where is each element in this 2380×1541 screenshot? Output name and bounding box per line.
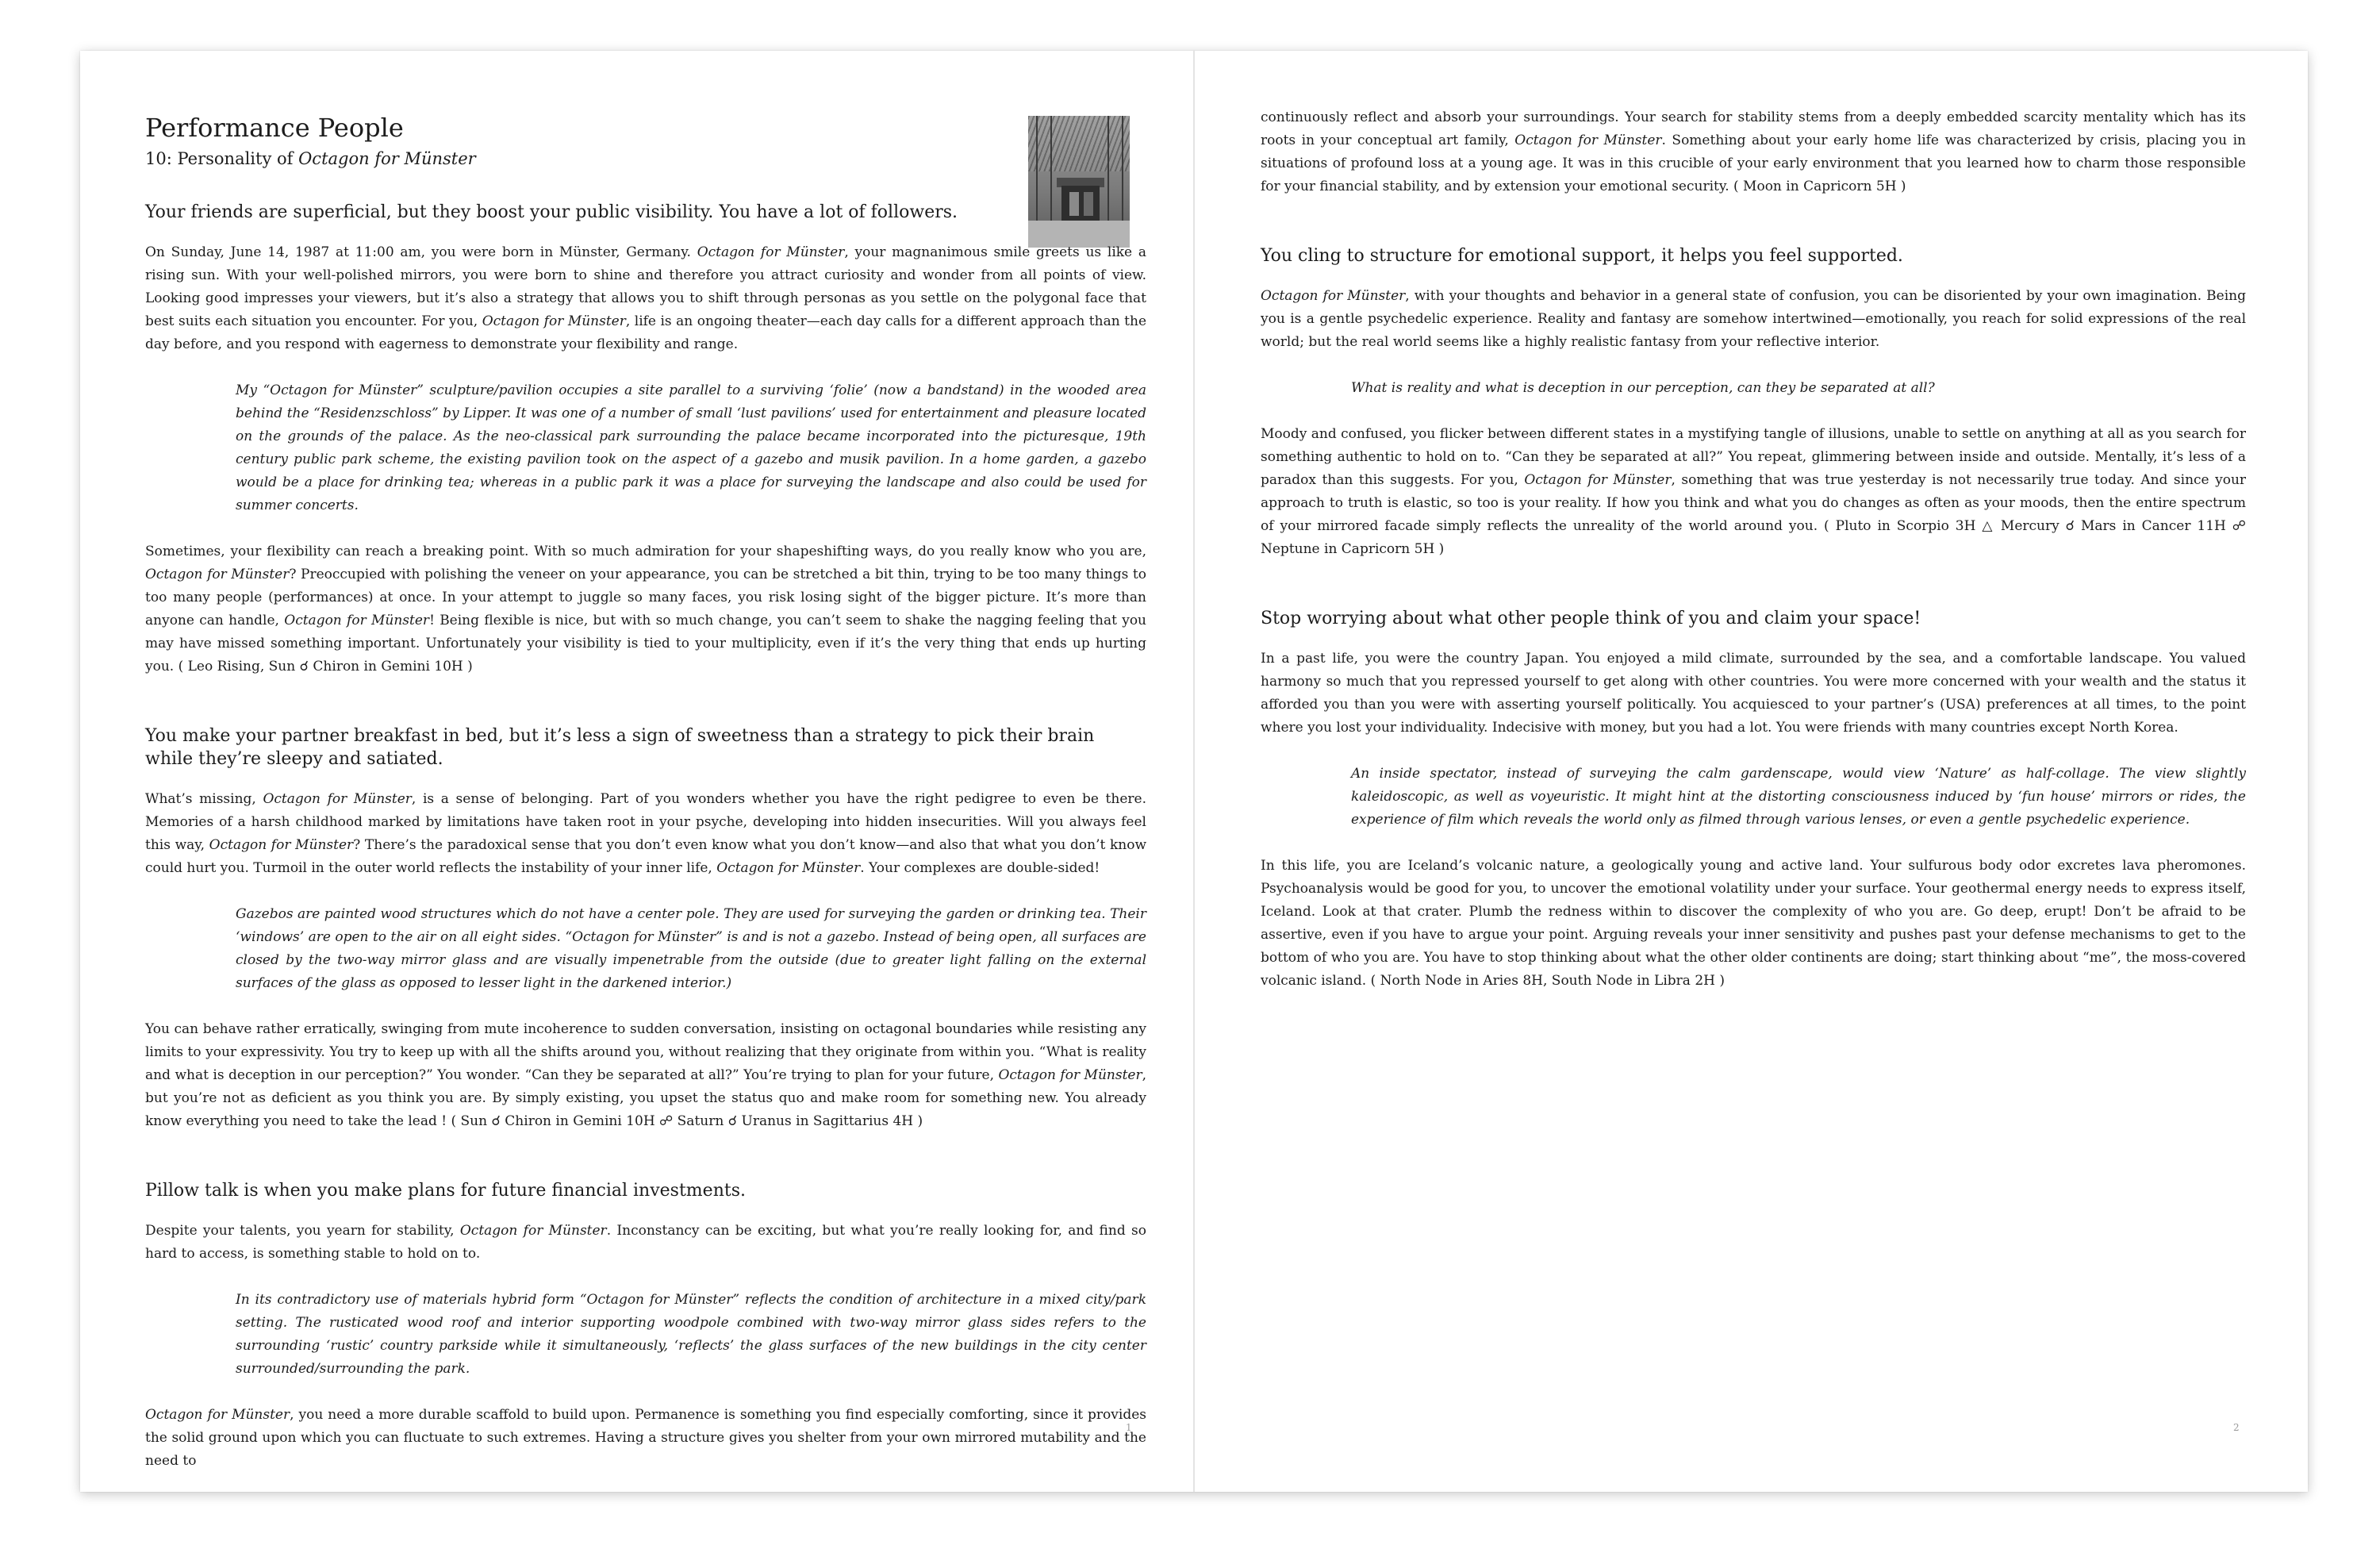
text-run: Sometimes, your flexibility can reach a breaking point. With so much admiration for your shapeshifting ways, do you really know who you are, <box>145 544 1146 559</box>
block-quote: Gazebos are painted wood structures which do not have a center pole. They are used for surveying the garden or drinking tea. Their ‘windows’ are open to the air on all eight sides. “Octagon for Münster” is and is not a gazebo. Instead of being open, all surfaces are closed by the two-way mirror glass and are visually impenetrable from the outside (due to greater light falling on the external surfaces of the glass as opposed to lesser light in the darkened interior.) <box>236 906 1146 991</box>
subject-name: Octagon for Münster <box>284 613 430 628</box>
block-quote: My “Octagon for Münster” sculpture/pavilion occupies a site parallel to a surviving ‘folie’ (now a bandstand) in the wooded area behind the “Residenzschloss” by Lipper. It was one of a number of small ‘lust pavilions’ used for entertainment and pleasure located on the grounds of the palace. As the neo-classical park surrounding the palace became incorporated into the picturesque, 19th century public park scheme, the existing pavilion took on the aspect of a gazebo and musik pavilion. In a home garden, a gazebo would be a place for drinking tea; whereas in a public park it was a place for surveying the landscape and also could be used for summer concerts. <box>236 382 1146 513</box>
text-run: , but you’re not as deficient as you think you are. By simply existing, you upset the status quo and make room for something new. You already know everything you need to take the lead ! ( Sun ☌ Chiron in Gemini 10H ☍ Saturn ☌ Uranus in Sagittarius 4H ) <box>145 1067 1147 1129</box>
body-paragraph <box>145 1404 1146 1473</box>
text-run: , your magnanimous smile greets us like a rising sun. With your well-polished mirrors, you were born to shine and therefore you attract curiosity and wonder from all points of view. Looking good impresses your viewers, but it’s also a strategy that allows you to shift through personas as you settle on the polygonal face that best suits each situation you encounter. For you, <box>145 244 1146 329</box>
block-quote: What is reality and what is deception in our perception, can they be separated at all? <box>1351 380 1935 396</box>
text-run: You can behave rather erratically, swinging from mute incoherence to sudden conversation, insisting on octagonal boundaries while resisting any limits to your expressivity. You try to keep up with all the shifts around you, without realizing that they originate from within you. “What is reality and what is deception in our perception?” You wonder. “Can they be separated at all?” You’re trying to plan for your future, <box>145 1021 1146 1083</box>
block-quote: In its contradictory use of materials hybrid form “Octagon for Münster” reflects the condition of architecture in a mixed city/park setting. The rusticated wood roof and interior supporting woodpole combined with two-way mirror glass sides refers to the surrounding ‘rustic’ country parkside while it simultaneously, ‘reflects’ the glass surfaces of the new buildings in the city center surrounded/surrounding the park. <box>236 1292 1146 1377</box>
page-number: 2 <box>2233 1422 2240 1433</box>
subject-name: Octagon for Münster <box>263 791 412 807</box>
body-paragraph: In this life, you are Iceland’s volcanic nature, a geologically young and active land. Your sulfurous body odor excretes lava pheromones. Psychoanalysis would be good for you, to uncover the emotional volatility under your surface. Your geothermal energy needs to express itself, Iceland. Look at that crater. Plumb the redness within to discover the complexity of who you are. Go deep, erupt! Don’t be afraid to be assertive, even if you have to argue your point. Arguing reveals your inner sensitivity and pushes past your defense mechanisms to get to the bottom of who you are. You have to stop thinking about what the other older continents are doing; start thinking about “me”, the moss-covered volcanic island. ( North Node in Aries 8H, South Node in Libra 2H ) <box>1261 858 2246 989</box>
body-paragraph <box>1261 285 2246 354</box>
page-2-column <box>1261 106 2246 993</box>
subject-name: Octagon for Münster <box>145 567 290 582</box>
text-run: , with your thoughts and behavior in a general state of confusion, you can be disoriented by your own imagination. Being you is a gentle psychedelic experience. Reality and fantasy are somehow intertwined—emotionally, you reach for solid expressions of the real world; but the real world seems like a highly realistic fantasy from your reflective interior. <box>1261 288 2246 350</box>
page-number: 1 <box>1126 1422 1132 1433</box>
page-subtitle <box>145 148 1146 170</box>
subject-name: Octagon for Münster <box>482 313 626 329</box>
text-run: continuously reflect and absorb your surroundings. Your search for stability stems from a deeply embedded scarcity mentality which has its roots in your conceptual art family, <box>1261 110 2246 148</box>
page-title: Performance People <box>145 113 404 143</box>
text-run: What’s missing, <box>145 791 263 807</box>
subject-name: Octagon for Münster <box>1524 472 1672 488</box>
section-heading: Pillow talk is when you make plans for future financial investments. <box>145 1181 746 1201</box>
document-spread <box>80 51 2308 1492</box>
subject-name: Octagon for Münster <box>298 149 476 168</box>
subject-name: Octagon for Münster <box>1261 288 1406 304</box>
body-paragraph <box>145 1018 1146 1133</box>
text-run: , you need a more durable scaffold to build upon. Permanence is something you find especially comforting, since it provides the solid ground upon which you can fluctuate to such extremes. Having a structure gives you shelter from your own mirrored mutability and the need to <box>145 1407 1146 1469</box>
page-1 <box>80 51 1194 1492</box>
section-heading: Stop worrying about what other people think of you and claim your space! <box>1261 609 1921 628</box>
section-heading: You make your partner breakfast in bed, but it’s less a sign of sweetness than a strategy to pick their brain while they’re sleepy and satiated. <box>145 726 1095 769</box>
subject-name: Octagon for Münster <box>998 1067 1142 1083</box>
body-paragraph <box>1261 106 2246 198</box>
text-run: ? There’s the paradoxical sense that you don’t even know what you don’t know—and also that what you don’t know could hurt you. Turmoil in the outer world reflects the instability of your inner life, <box>145 837 1147 876</box>
text-run: , something that was true yesterday is not necessarily true today. And since your approach to truth is elastic, so too is your reality. If how you think and what you do changes as often as your moods, then the entire spectrum of your mirrored facade simply reflects the unreality of the world around you. ( Pluto in Scorpio 3H △ Mercury ☌ Mars in Cancer 11H ☍ Neptune in Capricorn 5H ) <box>1261 472 2247 557</box>
text-run: Despite your talents, you yearn for stability, <box>145 1223 460 1239</box>
body-paragraph <box>145 1220 1146 1266</box>
subject-name: Octagon for Münster <box>716 860 861 876</box>
text-run: Moody and confused, you flicker between different states in a mystifying tangle of illusions, unable to settle on anything at all as you search for something authentic to hold on to. “Can they be separated at all?” You repeat, glimmering between inside and outside. Mentally, it’s less of a paradox than this suggests. For you, <box>1261 426 2246 488</box>
subject-name: Octagon for Münster <box>697 244 845 260</box>
body-paragraph <box>145 788 1146 880</box>
block-quote: An inside spectator, instead of surveying the calm gardenscape, would view ‘Nature’ as half-collage. The view slightly kaleidoscopic, as well as voyeuristic. It might hint at the distorting consciousness induced by ‘fun house’ mirrors or rides, the experience of film which reveals the world only as filmed through various lenses, or even a gentle psychedelic experience. <box>1351 766 2246 828</box>
text-run: . Inconstancy can be exciting, but what you’re really looking for, and find so hard to access, is something stable to hold on to. <box>145 1223 1146 1262</box>
body-paragraph <box>1261 423 2246 561</box>
body-paragraph <box>145 540 1146 678</box>
page-2 <box>1194 51 2308 1492</box>
subject-name: Octagon for Münster <box>1514 133 1662 148</box>
page-1-column <box>145 111 1146 1473</box>
section-heading: Your friends are superficial, but they boost your public visibility. You have a lot of followers. <box>145 202 958 222</box>
subject-name: Octagon for Münster <box>459 1223 607 1239</box>
subject-name: Octagon for Münster <box>209 837 354 853</box>
text-run: ! Being flexible is nice, but with so much change, you can’t seem to shake the nagging feeling that you may have missed something important. Unfortunately your visibility is tied to your multiplicity, even if it’s the very thing that ends up hurting you. ( Leo Rising, Sun ☌ Chiron in Gemini 10H ) <box>145 613 1147 674</box>
text-run: , life is an ongoing theater—each day calls for a different approach than the day before, and you respond with eagerness to demonstrate your flexibility and range. <box>145 313 1147 352</box>
body-paragraph: In a past life, you were the country Japan. You enjoyed a mild climate, surrounded by the sea, and a comfortable landscape. You valued harmony so much that you repressed yourself to get along with other countries. You were more concerned with your wealth and the status it afforded you than you were with asserting yourself politically. You acquiesced to your partner’s (USA) preferences at all times, to the point where you lost your individuality. Indecisive with money, but you had a lot. You were friends with many countries except North Korea. <box>1261 651 2246 736</box>
section-heading: You cling to structure for emotional support, it helps you feel supported. <box>1261 246 1903 266</box>
text-run: , is a sense of belonging. Part of you wonders whether you have the right pedigree to even be there. Memories of a harsh childhood marked by limitations have taken root in your psyche, developing into hidden insecurities. Will you always feel this way, <box>145 791 1146 853</box>
subject-name: Octagon for Münster <box>145 1407 290 1423</box>
text-run: . Your complexes are double-sided! <box>860 860 1100 876</box>
text-run: On Sunday, June 14, 1987 at 11:00 am, you were born in Münster, Germany. <box>145 244 697 260</box>
text-run: . Something about your early home life was characterized by crisis, placing you in situations of profound loss at a young age. It was in this crucible of your early environment that you learned how to charm those responsible for your financial stability, and by extension your emotional security. ( Moon in Capricorn 5H ) <box>1261 133 2246 194</box>
text-run: ? Preoccupied with polishing the veneer on your appearance, you can be stretched a bit thin, trying to be too many things to too many people (performances) at once. In your attempt to juggle so many faces, you risk losing sight of the bigger picture. It’s more than anyone can handle, <box>145 567 1146 628</box>
subtitle-prefix: 10: Personality of <box>145 149 299 168</box>
body-paragraph <box>145 241 1146 356</box>
